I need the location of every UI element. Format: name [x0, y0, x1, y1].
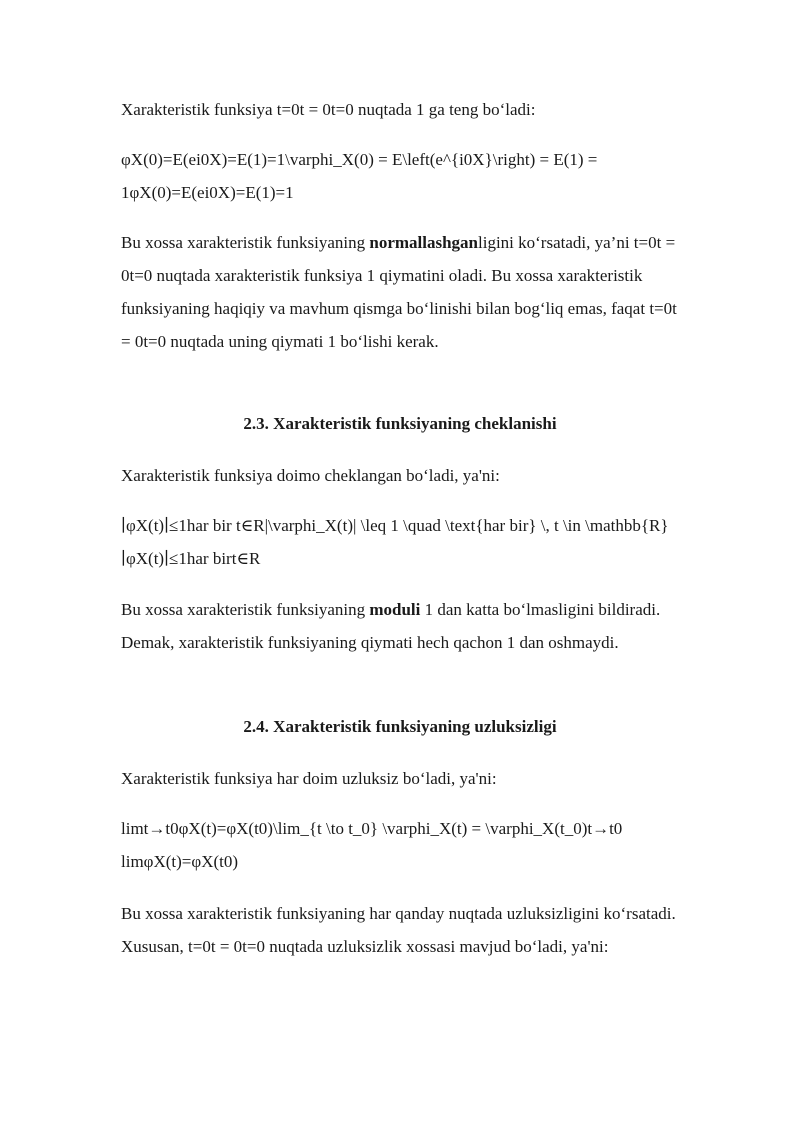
text-segment: Bu xossa xarakteristik funksiyaning	[121, 233, 370, 252]
paragraph-continuity-explanation: Bu xossa xarakteristik funksiyaning har qanday nuqtada uzluksizligini ko‘rsatadi. Xususan, t=0t = 0t=0 nuqtada uzluksizlik xossasi mavjud bo‘ladi, ya'ni:	[121, 904, 676, 956]
paragraph-continuity-intro: Xarakteristik funksiya har doim uzluksiz bo‘ladi, ya'ni:	[121, 769, 497, 788]
formula-phi-at-zero: φX(0)=E(ei0X)=E(1)=1\varphi_X(0) = E\left(e^{i0X}\right) = E(1) = 1φX(0)=E(ei0X)=E(1)=1	[121, 150, 598, 202]
text-segment: Bu xossa xarakteristik funksiyaning	[121, 600, 370, 619]
paragraph-normalization-explanation	[121, 226, 681, 358]
section-heading-continuity: 2.4. Xarakteristik funksiyaning uzluksizligi	[243, 717, 557, 736]
formula-continuity-limit: limt→t0φX(t)=φX(t0)\lim_{t \to t_0} \varphi_X(t) = \varphi_X(t_0)t→t0 limφX(t)=φX(t0)	[121, 819, 623, 871]
text-segment: 1 dan katta bo‘lmasligini bildiradi. Demak, xarakteristik funksiyaning qiymati hech qachon 1 dan oshmaydi.	[121, 600, 661, 652]
paragraph-modulus-explanation	[121, 593, 681, 659]
bold-term-normallashgan: normallashgan	[369, 233, 478, 252]
bold-term-moduli: moduli	[369, 600, 421, 619]
paragraph-boundedness-intro: Xarakteristik funksiya doimo cheklangan bo‘ladi, ya'ni:	[121, 466, 500, 485]
paragraph-normalization-intro: Xarakteristik funksiya t=0t = 0t=0 nuqtada 1 ga teng bo‘ladi:	[121, 100, 536, 119]
formula-bounded-modulus: ∣φX(t)∣≤1har bir t∈R|\varphi_X(t)| \leq 1 \quad \text{har bir} \, t \in \mathbb{R}∣φX(t)∣≤1har birt∈R	[121, 516, 669, 568]
section-heading-boundedness: 2.3. Xarakteristik funksiyaning cheklanishi	[243, 414, 557, 433]
text-segment: ligini ko‘rsatadi, ya’ni t=0t = 0t=0 nuqtada xarakteristik funksiya 1 qiymatini oladi. Bu xossa xarakteristik funksiyaning haqiqiy va mavhum qismga bo‘linishi bilan bog‘liq emas, faqat t=0t = 0t=0 nuqtada uning qiymati 1 bo‘lishi kerak.	[121, 233, 677, 351]
